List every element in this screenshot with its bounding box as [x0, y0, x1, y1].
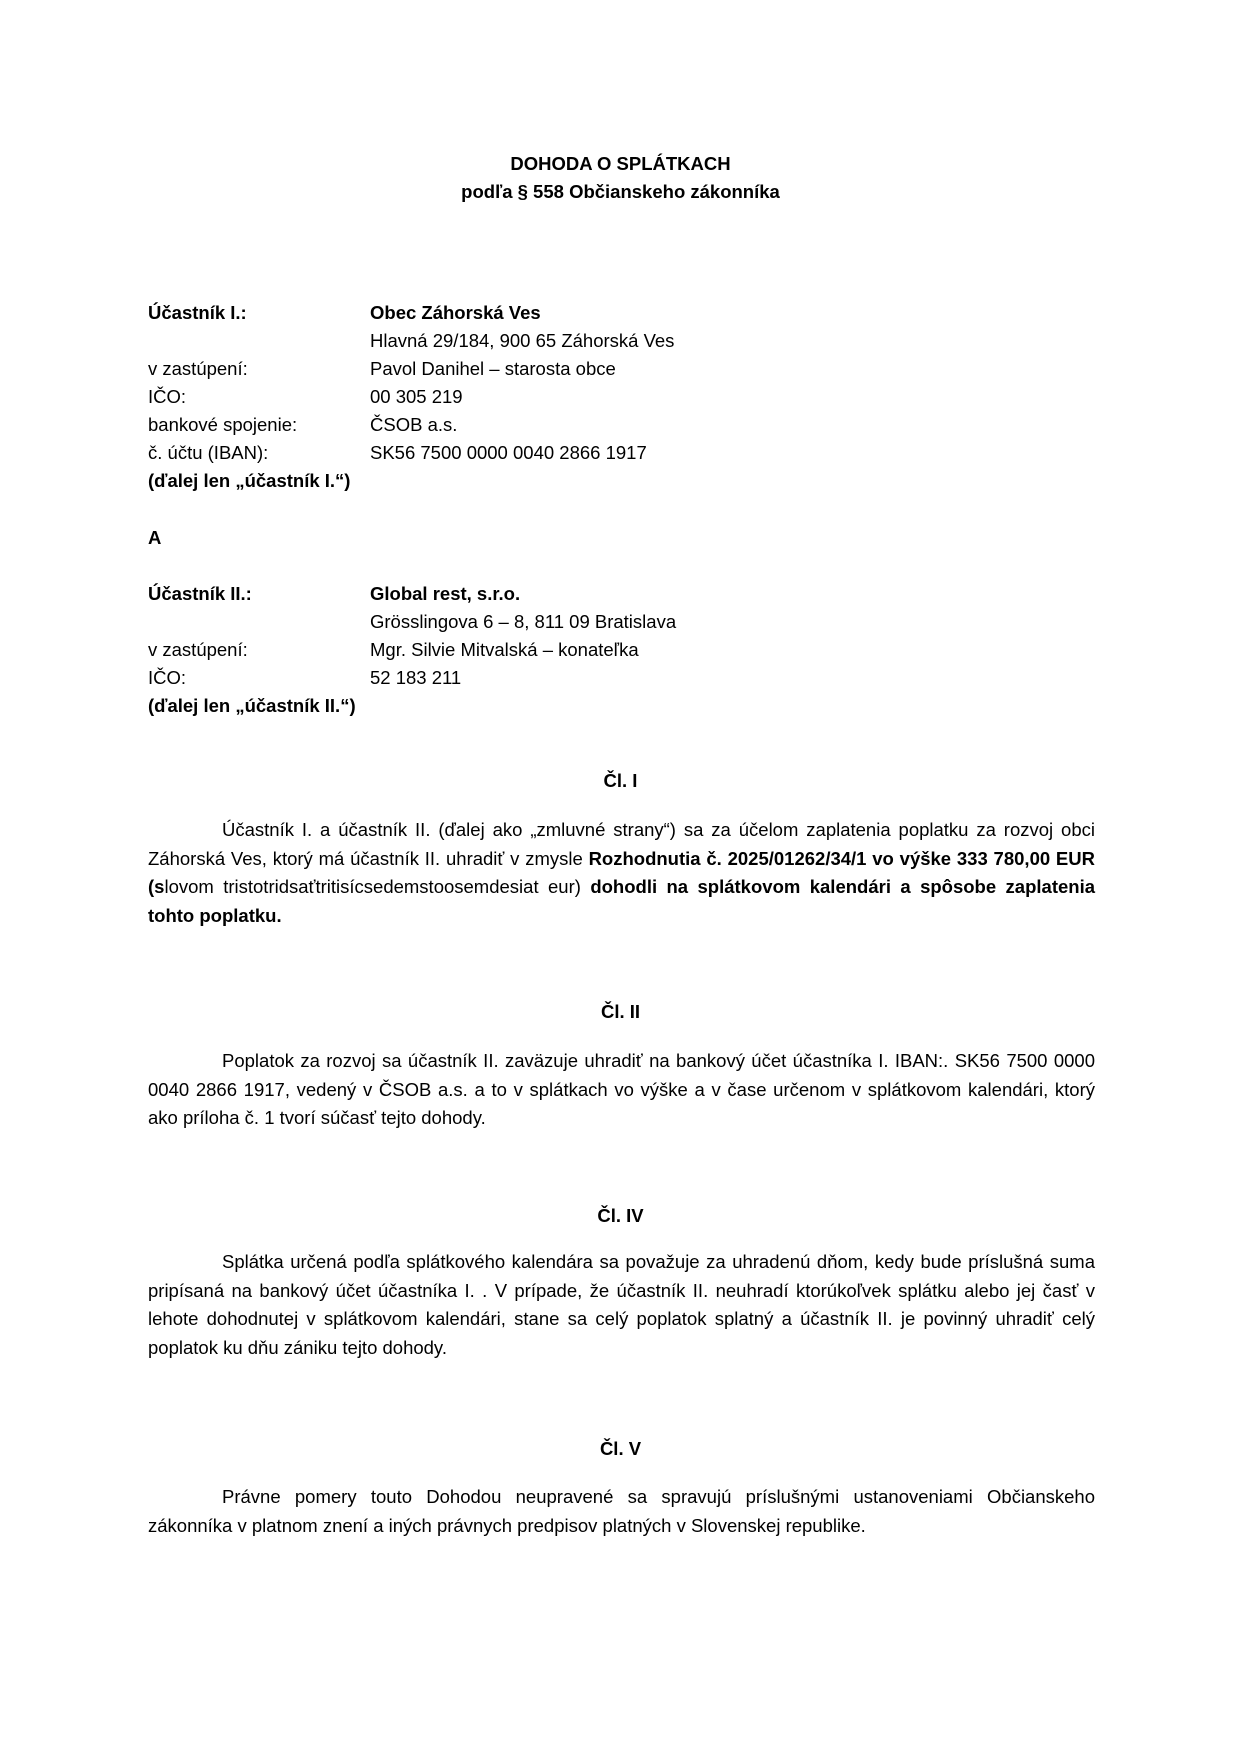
- party-2-rep: Mgr. Silvie Mitvalská – konateľka: [370, 639, 639, 660]
- party-1-ico: 00 305 219: [370, 386, 463, 407]
- document-title: [0, 150, 1241, 206]
- party-1-rep: Pavol Danihel – starosta obce: [370, 358, 616, 379]
- article-1-bold-part: Rozhodnutia č. 2025/01262/34/1 vo výške 333 780,00 EUR (s: [148, 847, 1095, 897]
- article-5-text: Právne pomery touto Dohodou neupravené sa spravujú príslušnými ustanoveniami Občianskeho zákonníka v platnom znení a iných právnych predpisov platných v Slovenskej republike.: [148, 1486, 1095, 1536]
- article-4-heading: Čl. IV: [597, 1205, 644, 1226]
- party-2-name: Global rest, s.r.o.: [370, 583, 521, 604]
- party-1-iban-label: č. účtu (IBAN):: [148, 442, 269, 463]
- article-4-text: Splátka určená podľa splátkového kalendára sa považuje za uhradenú dňom, kedy bude príslušná suma pripísaná na bankový účet účastníka I. . V prípade, že účastník II. neuhradí ktorúkoľvek splátku alebo jej časť v lehote dohodnutej v splátkovom kalendári, stane sa celý poplatok splatný a účastník II. je povinný uhradiť celý poplatok ku dňu zániku tejto dohody.: [148, 1251, 1095, 1358]
- party-1-block: [148, 299, 1098, 495]
- party-2-label: Účastník II.:: [148, 583, 252, 604]
- article-1-text-part: lovom tristotridsaťtritisícsedemstoosemdesiat eur): [164, 876, 591, 897]
- party-1-rep-label: v zastúpení:: [148, 358, 248, 379]
- article-1-text: [148, 816, 1095, 930]
- party-2-ico-label: IČO:: [148, 667, 187, 688]
- title-line-2: podľa § 558 Občianskeho zákonníka: [461, 181, 780, 202]
- article-5-heading: Čl. V: [599, 1438, 642, 1459]
- party-2-rep-label: v zastúpení:: [148, 639, 248, 660]
- party-2-ico: 52 183 211: [370, 667, 462, 688]
- party-2-alias: (ďalej len „účastník II.“): [148, 695, 356, 716]
- article-2-text: Poplatok za rozvoj sa účastník II. zaväzuje uhradiť na bankový účet účastníka I. IBAN:. SK56 7500 0000 0040 2866 1917, vedený v ČSOB a.s. a to v splátkach vo výške a v čase určenom v splátkovom kalendári, ktorý ako príloha č. 1 tvorí súčasť tejto dohody.: [148, 1050, 1095, 1128]
- party-1-label: Účastník I.:: [148, 302, 247, 323]
- party-1-alias: (ďalej len „účastník I.“): [148, 470, 351, 491]
- party-2-address: Grösslingova 6 – 8, 811 09 Bratislava: [370, 611, 677, 632]
- party-1-name: Obec Záhorská Ves: [370, 302, 541, 323]
- connector: A: [148, 527, 162, 548]
- party-1-address: Hlavná 29/184, 900 65 Záhorská Ves: [370, 330, 675, 351]
- article-2-heading: Čl. II: [600, 1001, 641, 1022]
- party-2-block: [148, 580, 1098, 720]
- party-1-iban: SK56 7500 0000 0040 2866 1917: [370, 442, 647, 463]
- title-line-1: DOHODA O SPLÁTKACH: [510, 153, 731, 174]
- article-1-text-part: Účastník I. a účastník II. (ďalej ako „zmluvné strany“) sa za účelom zaplatenia poplatku za rozvoj obci Záhorská Ves, ktorý má účastník II. uhradiť v zmysle: [148, 819, 1095, 869]
- article-1-bold-part: dohodli na splátkovom kalendári a spôsobe zaplatenia tohto poplatku.: [148, 876, 1095, 926]
- party-1-bank-label: bankové spojenie:: [148, 414, 298, 435]
- article-1-heading: Čl. I: [603, 770, 638, 791]
- party-1-bank: ČSOB a.s.: [370, 414, 458, 435]
- party-1-ico-label: IČO:: [148, 386, 187, 407]
